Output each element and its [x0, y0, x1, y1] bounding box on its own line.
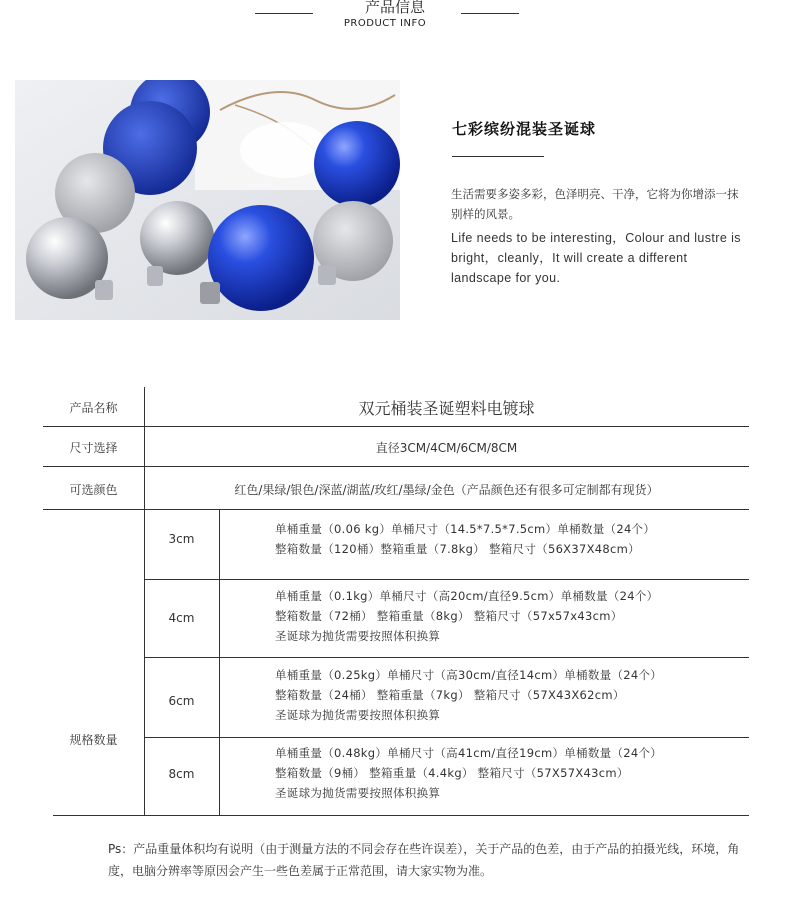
row-line-3: [43, 509, 749, 510]
spec-details-4cm: [275, 586, 658, 646]
spec-line-1: [144, 579, 749, 580]
row-line-1: [43, 426, 749, 427]
spec-line: 圣诞球为抛货需要按照体积换算: [275, 708, 441, 722]
spec-size-4cm: 4cm: [168, 611, 195, 625]
row-line-2: [43, 466, 749, 467]
spec-line: 圣诞球为抛货需要按照体积换算: [275, 786, 441, 800]
disclaimer-note: Ps：产品重量体积均有说明（由于测量方法的不同会存在些许误差），关于产品的色差，由于产品的拍摄光线，环境，角度，电脑分辨率等原因会产生一些色差属于正常范围，请大家实物为准。: [108, 842, 740, 878]
size-column-divider: [219, 509, 220, 815]
name-label: 产品名称: [69, 401, 118, 415]
spec-line-3: [144, 737, 749, 738]
spec-line: 整箱数量（120桶）整箱重量（7.8kg） 整箱尺寸（56X37X48cm）: [275, 542, 640, 556]
spec-size-8cm: 8cm: [168, 767, 195, 781]
spec-line: 单桶重量（0.48kg）单桶尺寸（高41cm/直径19cm）单桶数量（24个）: [275, 746, 663, 760]
spec-line: 圣诞球为抛货需要按照体积换算: [275, 629, 441, 643]
color-label: 可选颜色: [69, 483, 118, 497]
product-title: 七彩缤纷混装圣诞球: [452, 120, 597, 138]
spec-label: 规格数量: [69, 733, 118, 747]
spec-line: 单桶重量（0.25kg）单桶尺寸（高30cm/直径14cm）单桶数量（24个）: [275, 668, 663, 682]
product-photo: [15, 80, 400, 320]
name-value: 双元桶装圣诞塑料电镀球: [358, 399, 535, 418]
product-description: [451, 184, 741, 288]
description-cn: 生活需要多姿多彩，色泽明亮、干净，它将为你增添一抹别样的风景。: [451, 187, 739, 221]
spec-details-8cm: [275, 743, 662, 803]
spec-line: 整箱数量（9桶） 整箱重量（4.4kg） 整箱尺寸（57X57X43cm）: [275, 766, 629, 780]
spec-line: 单桶重量（0.1kg）单桶尺寸（高20cm/直径9.5cm）单桶数量（24个）: [275, 589, 659, 603]
spec-size-6cm: 6cm: [168, 694, 195, 708]
description-en: Life needs to be interesting，Colour and lustre is bright，cleanly，It will create a different landscape for you.: [451, 231, 741, 285]
spec-details-6cm: [275, 665, 662, 725]
spec-line: 整箱数量（24桶） 整箱重量（7kg） 整箱尺寸（57X43X62cm）: [275, 688, 625, 702]
row-line-bottom: [53, 815, 749, 816]
color-value: 红色/果绿/银色/深蓝/湖蓝/玫红/墨绿/金色（产品颜色还有很多可定制都有现货）: [234, 483, 659, 497]
title-underline: [452, 156, 544, 157]
spec-line-2: [144, 657, 749, 658]
spec-details-3cm: [275, 519, 655, 559]
spec-size-3cm: 3cm: [168, 532, 195, 546]
size-value: 直径3CM/4CM/6CM/8CM: [375, 441, 518, 455]
section-title: 产品信息: [364, 0, 425, 16]
size-label: 尺寸选择: [69, 441, 118, 455]
spec-line: 单桶重量（0.06 kg）单桶尺寸（14.5*7.5*7.5cm）单桶数量（24个）: [275, 522, 656, 536]
spec-line: 整箱数量（72桶） 整箱重量（8kg） 整箱尺寸（57x57x43cm）: [275, 609, 623, 623]
section-subtitle: PRODUCT INFO: [343, 18, 427, 29]
